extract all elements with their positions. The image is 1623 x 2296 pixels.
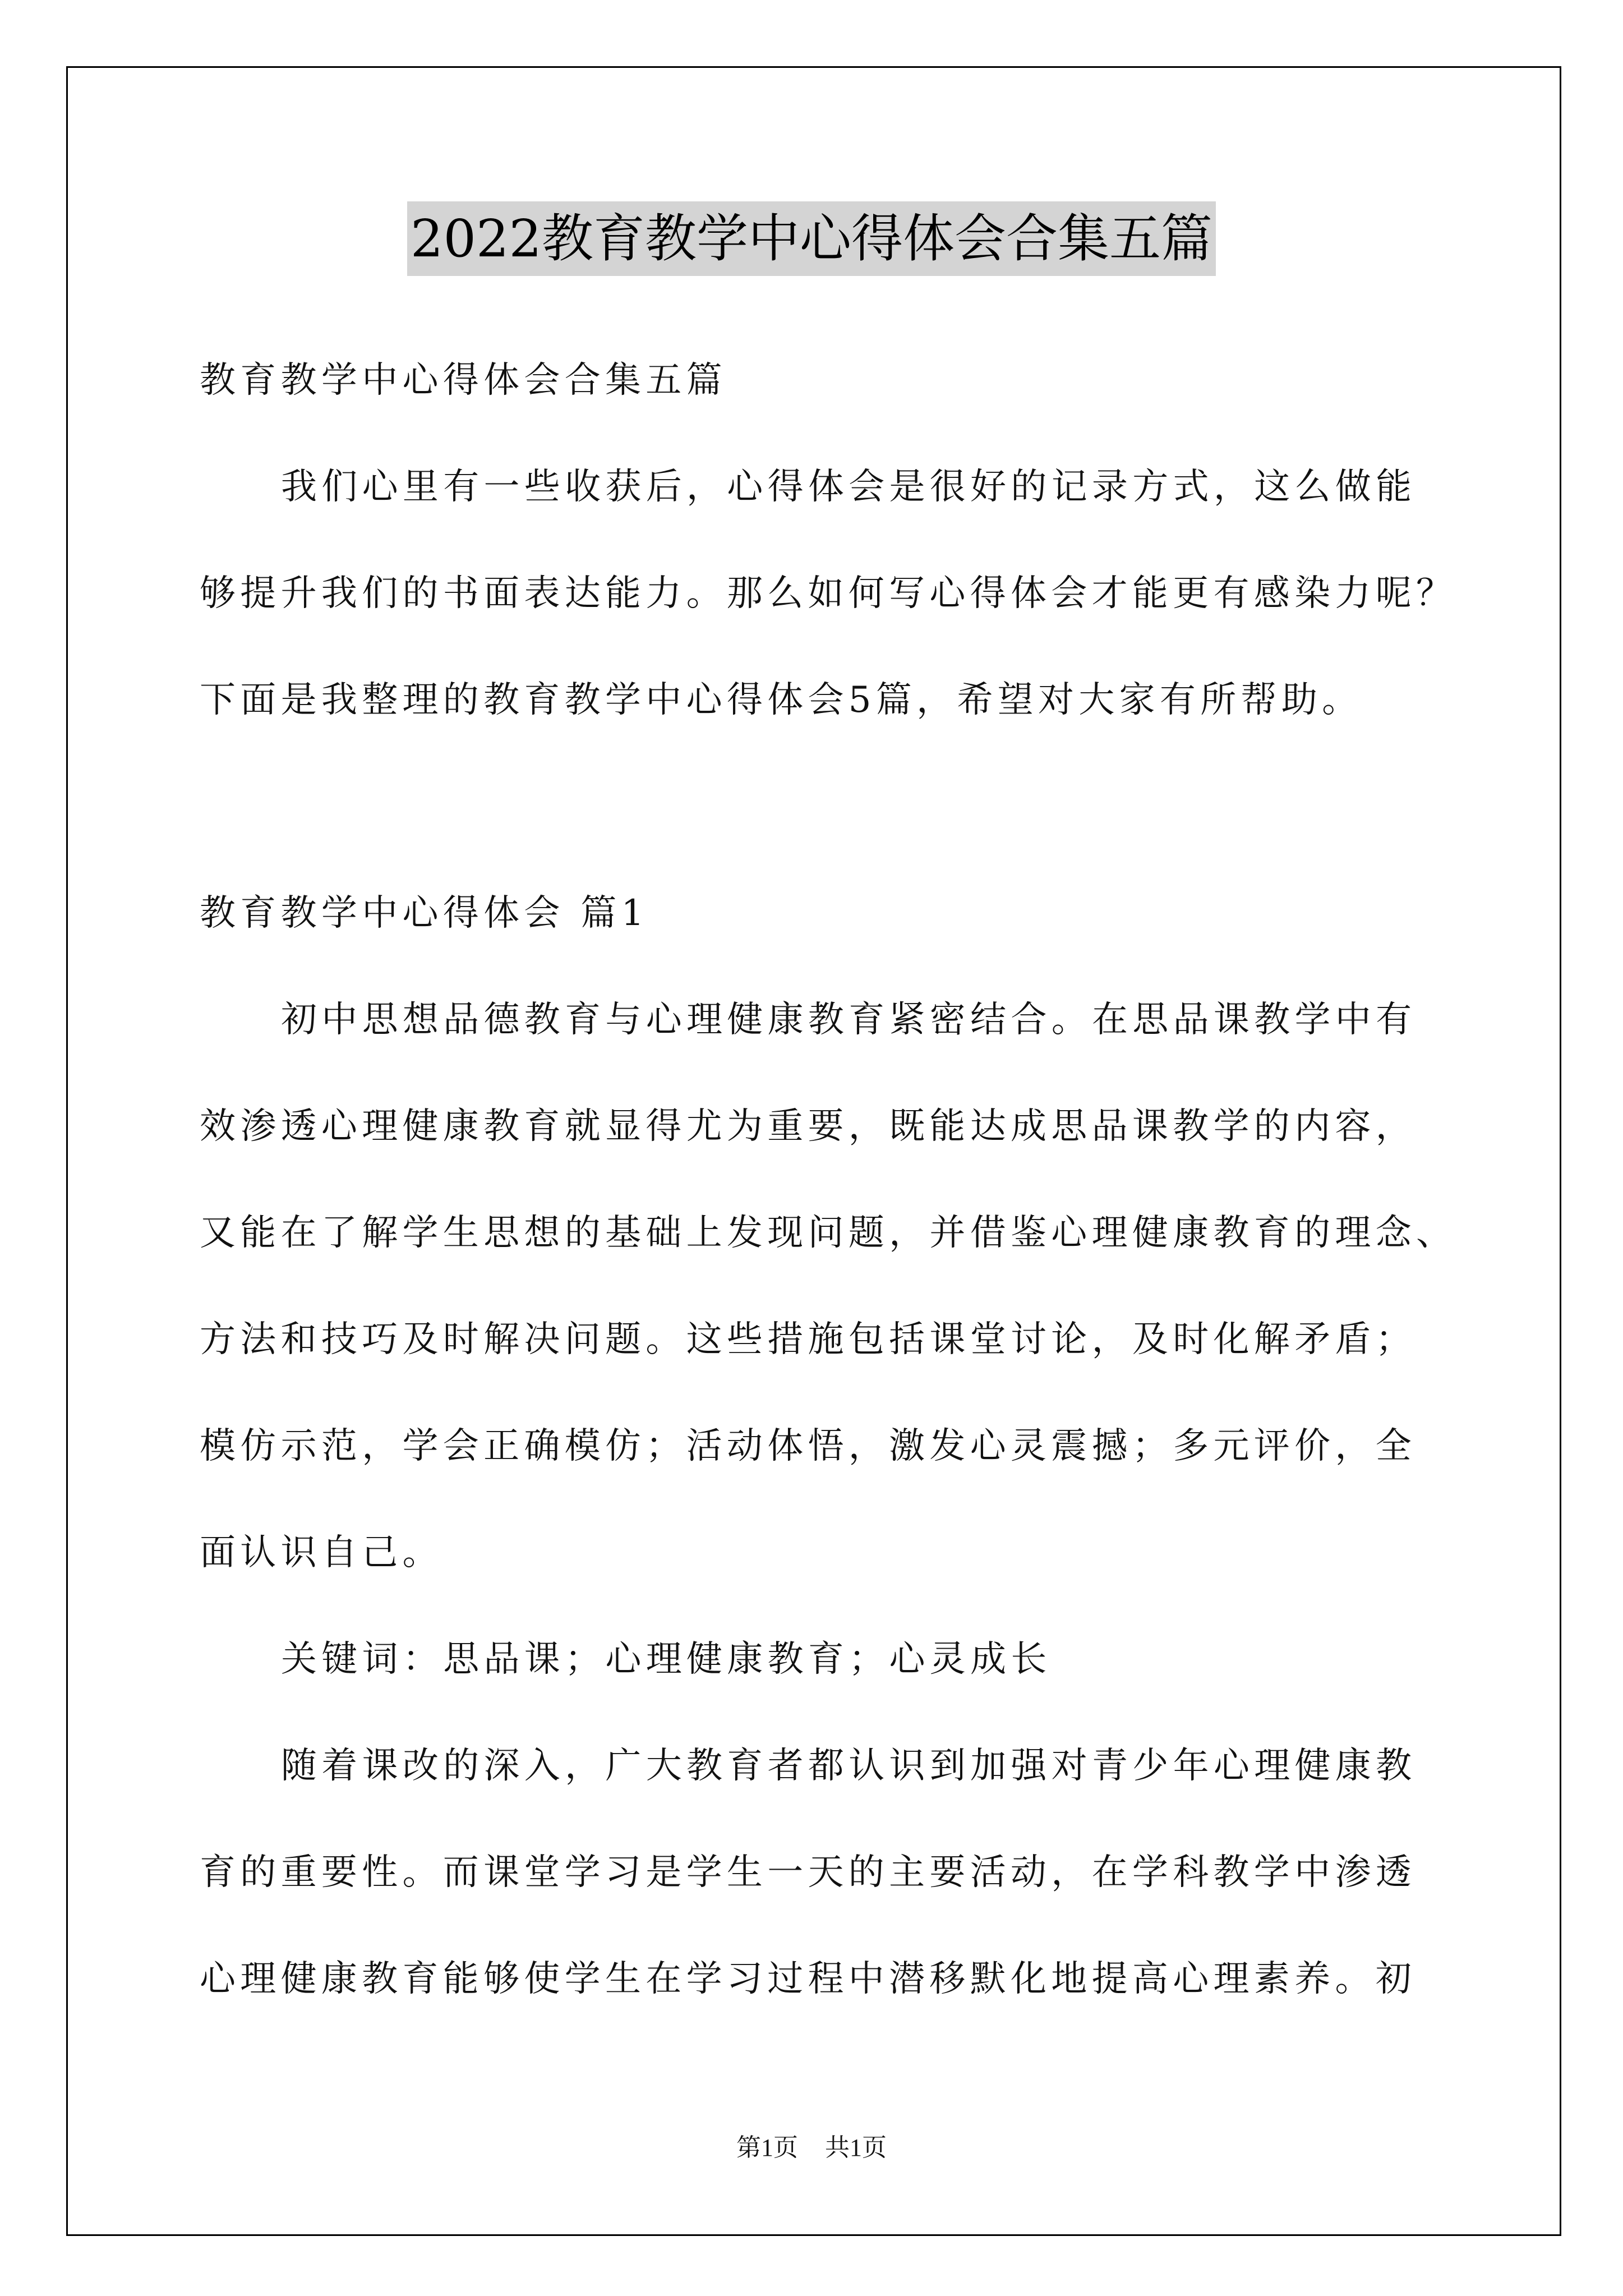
intro-line: 下面是我整理的教育教学中心得体会5篇，希望对大家有所帮助。 — [200, 679, 1363, 721]
paragraph-line: 育的重要性。而课堂学习是学生一天的主要活动，在学科教学中渗透 — [200, 1852, 1416, 1893]
paragraph-line: 心理健康教育能够使学生在学习过程中潜移默化地提高心理素养。初 — [200, 1958, 1416, 2000]
paragraph-line: 方法和技巧及时解决问题。这些措施包括课堂讨论，及时化解矛盾； — [200, 1319, 1416, 1360]
page-footer — [0, 2131, 1623, 2165]
paragraph-line: 效渗透心理健康教育就显得尤为重要，既能达成思品课教学的内容， — [200, 1106, 1416, 1147]
title-container — [0, 201, 1623, 276]
page-total: 共1页 — [825, 2134, 887, 2161]
paragraph-line: 初中思想品德教育与心理健康教育紧密结合。在思品课教学中有 — [281, 999, 1417, 1041]
paragraph-line: 模仿示范，学会正确模仿；活动体悟，激发心灵震撼；多元评价，全 — [200, 1425, 1416, 1467]
paragraph-line: 随着课改的深入，广大教育者都认识到加强对青少年心理健康教 — [281, 1745, 1417, 1787]
section-heading: 教育教学中心得体会 篇1 — [200, 892, 649, 934]
document-title: 2022教育教学中心得体会合集五篇 — [407, 201, 1216, 276]
intro-line: 够提升我们的书面表达能力。那么如何写心得体会才能更有感染力呢？ — [200, 573, 1457, 614]
paragraph-line: 又能在了解学生思想的基础上发现问题，并借鉴心理健康教育的理念、 — [200, 1212, 1457, 1254]
blank-line — [200, 753, 1490, 860]
intro-line: 我们心里有一些收获后，心得体会是很好的记录方式，这么做能 — [281, 466, 1417, 508]
document-body — [200, 327, 1490, 2032]
paragraph-line: 面认识自己。 — [200, 1532, 443, 1573]
keywords-line: 关键词：思品课；心理健康教育；心灵成长 — [281, 1639, 1052, 1680]
page-number: 第1页 — [736, 2134, 798, 2161]
document-subtitle: 教育教学中心得体会合集五篇 — [200, 360, 727, 401]
